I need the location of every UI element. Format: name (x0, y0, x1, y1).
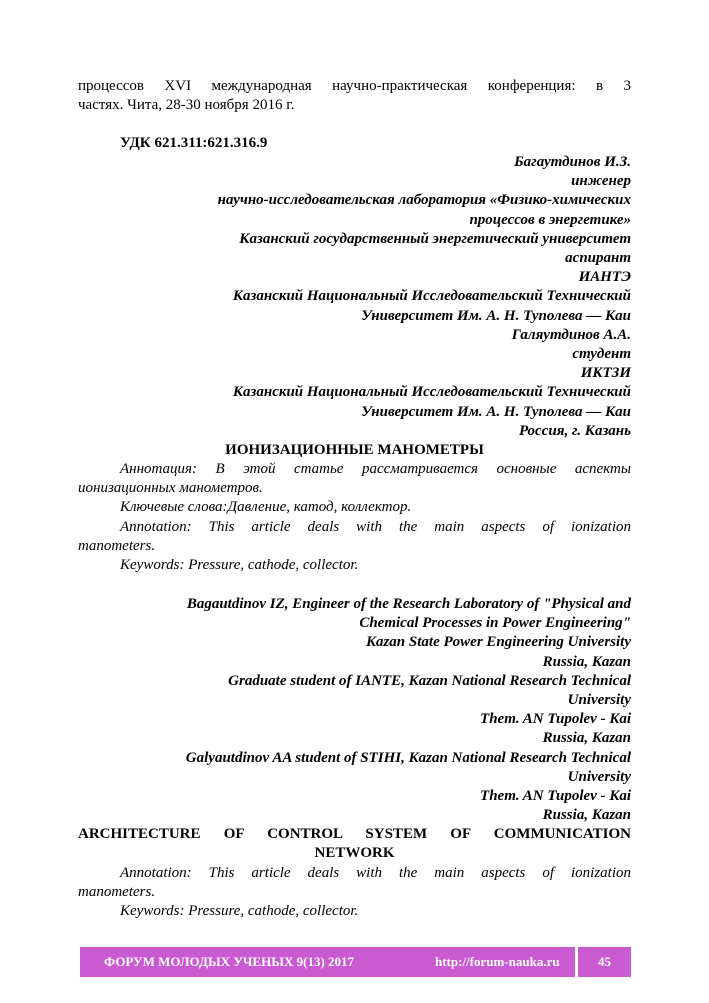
title-en-line-1: ARCHITECTURE OF CONTROL SYSTEM OF COMMUNICATION (78, 826, 631, 842)
author-en-line: Russia, Kazan (542, 730, 631, 747)
abstract-en-2-line-1: Annotation: This article deals with the main aspects of ionization (120, 865, 631, 881)
footer-url[interactable]: http://forum-nauka.ru (435, 954, 560, 969)
author-en-line: Them. AN Tupolev - Kai (480, 711, 631, 728)
author-en-line: Russia, Kazan (542, 807, 631, 824)
author-en-line: Chemical Processes in Power Engineering" (359, 615, 631, 632)
footer-journal: ФОРУМ МОЛОДЫХ УЧЕНЫХ 9(13) 2017 (104, 954, 355, 969)
abstract-en-2 (78, 864, 631, 922)
abstract-ru-line-1: Аннотация: В этой статье рассматривается основные аспекты (120, 461, 631, 477)
footer-page-box (578, 947, 631, 977)
keywords-en-2: Keywords: Pressure, cathode, collector. (120, 903, 359, 920)
abstract-en-2-line-2: manometers. (78, 884, 156, 901)
abstract-en-1 (78, 518, 631, 576)
author-ru-line: Казанский государственный энергетический университет (239, 230, 631, 247)
author-ru-line: Багаутдинов И.З. (514, 154, 631, 170)
abstract-ru-line-2: ионизационных манометров. (78, 480, 263, 497)
intro-line-2: частях. Чита, 28-30 ноября 2016 г. (78, 97, 295, 114)
title-en-line-2: NETWORK (314, 845, 395, 862)
author-en-line: Them. AN Tupolev - Kai (480, 788, 631, 805)
abstract-en-1-line-1: Annotation: This article deals with the main aspects of ionization (120, 519, 631, 535)
authors-ru-block (78, 153, 631, 441)
author-ru-line: ИКТЗИ (580, 365, 631, 382)
abstract-ru (78, 460, 631, 518)
page-number: 45 (598, 954, 611, 969)
author-en-line: Graduate student of IANTE, Kazan National Research Technical (228, 672, 631, 689)
author-en-line: Bagautdinov IZ, Engineer of the Research Laboratory of "Physical and (186, 596, 631, 612)
author-en-line: University (567, 768, 631, 785)
title-en (78, 825, 631, 863)
author-ru-line: Казанский Национальный Исследовательский Технический (232, 288, 631, 305)
author-ru-line: ИАНТЭ (578, 269, 631, 286)
intro-paragraph (78, 77, 631, 115)
author-ru-line: инженер (571, 173, 631, 190)
keywords-ru: Ключевые слова:Давление, катод, коллектор. (120, 499, 412, 516)
footer-bar (80, 947, 575, 977)
udk-code: УДК 621.311:621.316.9 (120, 135, 268, 151)
author-ru-line: процессов в энергетике» (469, 211, 631, 228)
author-ru-line: Россия, г. Казань (518, 422, 631, 439)
author-ru-line: научно-исследовательская лаборатория «Физико-химических (217, 192, 631, 209)
author-ru-line: Университет Им. А. Н. Туполева — Каи (361, 307, 631, 324)
author-ru-line: студент (572, 346, 631, 363)
author-en-line: University (567, 692, 631, 709)
title-ru: ИОНИЗАЦИОННЫЕ МАНОМЕТРЫ (225, 442, 484, 458)
authors-en-block (78, 595, 631, 825)
author-ru-line: Галяутдинов А.А. (511, 326, 631, 343)
author-en-line: Galyautdinov AA student of STIHI, Kazan National Research Technical (185, 749, 631, 766)
abstract-en-1-line-2: manometers. (78, 538, 156, 555)
intro-line-1: процессов XVI международная научно-практическая конференция: в 3 (78, 78, 631, 94)
author-ru-line: Казанский Национальный Исследовательский Технический (232, 384, 631, 401)
author-en-line: Kazan State Power Engineering University (365, 634, 631, 651)
author-ru-line: аспирант (565, 250, 631, 267)
author-ru-line: Университет Им. А. Н. Туполева — Каи (361, 403, 631, 420)
keywords-en-1: Keywords: Pressure, cathode, collector. (120, 557, 359, 574)
author-en-line: Russia, Kazan (542, 653, 631, 670)
